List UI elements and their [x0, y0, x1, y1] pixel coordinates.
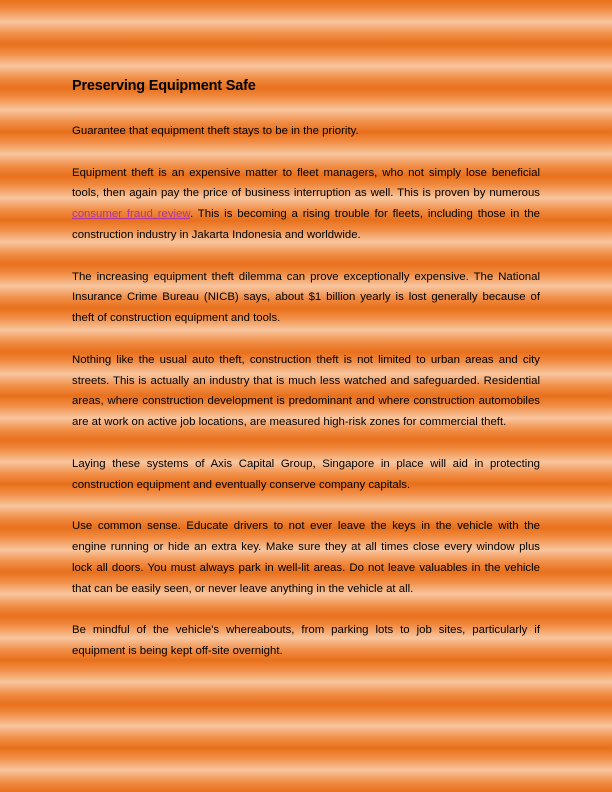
document-page	[72, 78, 540, 683]
paragraph-2	[72, 163, 540, 246]
paragraph-7: Be mindful of the vehicle's whereabouts, from parking lots to job sites, particularly if equipment is being kept off-site overnight.	[72, 624, 540, 657]
consumer-fraud-review-link[interactable]: consumer fraud review	[72, 208, 190, 221]
document-title: Preserving Equipment Safe	[72, 78, 256, 94]
paragraph-1: Guarantee that equipment theft stays to be in the priority.	[72, 125, 359, 137]
paragraph-4: Nothing like the usual auto theft, construction theft is not limited to urban areas and city streets. This is actually an industry that is much less watched and safeguarded. Residential areas, where construction development is predominant and where construction automobiles are at work on active job locations, are measured high-risk zones for commercial theft.	[72, 353, 540, 429]
paragraph-5: Laying these systems of Axis Capital Group, Singapore in place will aid in protecting construction equipment and eventually conserve company capitals.	[72, 457, 540, 491]
paragraph-2-text-after: . This is becoming a rising trouble for fleets, including those in the construction industry in Jakarta Indonesia and worldwide.	[72, 208, 540, 241]
paragraph-2-text-before: Equipment theft is an expensive matter to fleet managers, who not simply lose beneficial tools, then again pay the price of business interruption as well. This is proven by numerous	[72, 166, 540, 200]
paragraph-3: The increasing equipment theft dilemma can prove exceptionally expensive. The National Insurance Crime Bureau (NICB) says, about $1 billion yearly is lost generally because of theft of construction equipment and tools.	[72, 270, 540, 325]
paragraph-6: Use common sense. Educate drivers to not ever leave the keys in the vehicle with the engine running or hide an extra key. Make sure they at all times close every window plus lock all doors. You must always park in well-lit areas. Do not leave valuables in the vehicle that can be easily seen, or never leave anything in the vehicle at all.	[72, 520, 540, 595]
